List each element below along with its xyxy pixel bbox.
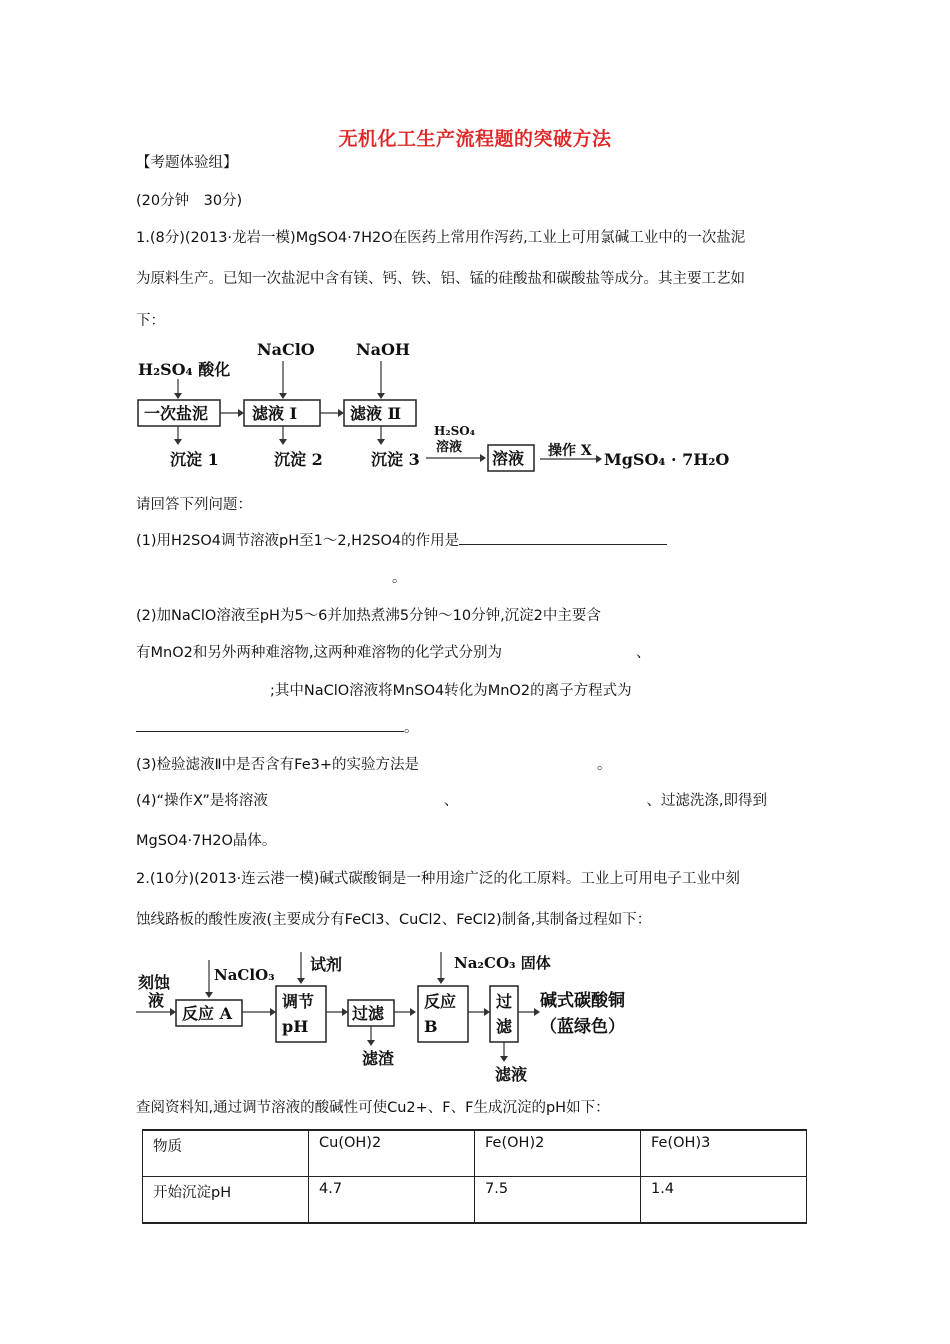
period: 。: [404, 720, 419, 736]
box-reaction-b-label-2: B: [424, 1017, 438, 1036]
arrow-head: [367, 1040, 375, 1046]
product-mgso4: MgSO₄ · 7H₂O: [604, 450, 730, 469]
arrow-head: [279, 393, 287, 399]
arrow-head: [205, 992, 213, 998]
reagent-label: 试剂: [310, 955, 343, 974]
box-reaction-a-label: 反应 A: [182, 1004, 232, 1023]
flow-diagram-1: [130, 335, 750, 485]
residue-label: 滤渣: [362, 1049, 395, 1068]
q1-part-2b: [136, 641, 650, 662]
q1-part-4b: MgSO4·7H2O晶体。: [136, 833, 277, 849]
q2-line-2: 蚀线路板的酸性废液(主要成分有FeCl3、CuCl2、FeCl2)制备,其制备过程如下：: [136, 912, 652, 928]
q1-part-3-text: (3)检验滤液Ⅱ中是否含有Fe3+的实验方法是: [136, 757, 420, 773]
product-label-1: 碱式碳酸铜: [540, 991, 625, 1011]
q1-part-1-text: (1)用H2SO4调节溶液pH至1～2,H2SO4的作用是: [136, 533, 460, 549]
answer-blank[interactable]: [459, 530, 667, 545]
arrow-head: [410, 1008, 416, 1016]
arrow-head: [500, 1056, 508, 1062]
naclo3-label: NaClO₃: [214, 966, 275, 984]
arrow-head: [437, 978, 445, 984]
arrow-head: [279, 439, 287, 445]
time-score: (20分钟 30分): [136, 193, 243, 209]
solution-label: 溶液: [436, 440, 463, 455]
arrow-head: [297, 978, 305, 984]
table-cell: 7.5: [475, 1177, 641, 1224]
arrow-head: [170, 1008, 176, 1016]
filtrate-label: 滤液: [495, 1065, 528, 1084]
q1-part-2d: [136, 716, 419, 737]
arrow-head: [480, 454, 486, 462]
table-cell: 4.7: [309, 1177, 475, 1224]
h2so4-acidify-label: H₂SO₄ 酸化: [138, 360, 231, 379]
table-cell: Fe(OH)2: [475, 1130, 641, 1177]
q1-part-2a: (2)加NaClO溶液至pH为5～6并加热煮沸5分钟～10分钟,沉淀2中主要含: [136, 608, 601, 624]
precipitate-1: 沉淀 1: [170, 450, 219, 469]
q1-line-3: 下：: [136, 313, 165, 329]
etch-label: 刻蚀: [138, 973, 171, 992]
table-row: [143, 1177, 807, 1224]
naclo-label: NaClO: [257, 340, 315, 359]
separator: 、: [635, 645, 651, 661]
box-reaction-b-label-1: 反应: [424, 992, 457, 1011]
flow-diagram-2: [130, 948, 690, 1088]
operation-x-label: 操作 X: [548, 443, 592, 459]
q1-part-1: [136, 529, 667, 550]
q1-line-2: 为原料生产。已知一次盐泥中含有镁、钙、铁、铝、锰的硅酸盐和碳酸盐等成分。其主要工艺如: [136, 271, 745, 287]
precipitate-3: 沉淀 3: [371, 450, 420, 469]
table-cell: 1.4: [641, 1177, 807, 1224]
arrow-head: [174, 393, 182, 399]
h2so4-mid-label: H₂SO₄: [434, 424, 475, 438]
q1-part-1-end: 。: [392, 570, 407, 586]
box-filtrate-1-label: 滤液 Ⅰ: [252, 404, 298, 423]
q1-part-2b-text: 有MnO2和另外两种难溶物,这两种难溶物的化学式分别为: [136, 645, 502, 661]
table-cell: Fe(OH)3: [641, 1130, 807, 1177]
box-adjust-ph-label-2: pH: [282, 1017, 309, 1036]
arrow-head: [377, 393, 385, 399]
table-cell: Cu(OH)2: [309, 1130, 475, 1177]
naoh-label: NaOH: [356, 340, 411, 359]
section-heading: 【考题体验组】: [136, 155, 238, 171]
precipitate-2: 沉淀 2: [274, 450, 323, 469]
box-solution-label: 溶液: [492, 449, 525, 468]
separator: 、: [443, 793, 459, 809]
arrow-head: [377, 439, 385, 445]
q1-part-2c: ;其中NaClO溶液将MnSO4转化为MnO2的离子方程式为: [270, 683, 632, 699]
page-title: 无机化工生产流程题的突破方法: [338, 128, 612, 150]
q1-part-3: [136, 753, 612, 774]
box-salt-mud-label: 一次盐泥: [144, 404, 209, 423]
box-adjust-ph-label-1: 调节: [282, 992, 315, 1011]
answer-blank[interactable]: [136, 717, 404, 732]
q2-reference: 查阅资料知,通过调节溶液的酸碱性可使Cu2+、F、F生成沉淀的pH如下：: [136, 1100, 610, 1116]
q2-line-1: 2.(10分)(2013·连云港一模)碱式碳酸铜是一种用途广泛的化工原料。工业上可用电子工业中刻: [136, 871, 740, 887]
table-cell: 物质: [143, 1130, 309, 1177]
q1-part-4a: [136, 789, 767, 810]
arrow-head: [484, 1008, 490, 1016]
period: 。: [597, 757, 612, 773]
table-header-row: [143, 1130, 807, 1177]
q1-ask: 请回答下列问题：: [136, 497, 252, 513]
precipitation-ph-table: [142, 1129, 807, 1224]
box-filtrate-2-label: 滤液 Ⅱ: [350, 404, 402, 423]
arrow-head: [238, 409, 244, 417]
box-filter-1-label: 过滤: [352, 1004, 385, 1023]
arrow-head: [270, 1008, 276, 1016]
q1-line-1: 1.(8分)(2013·龙岩一模)MgSO4·7H2O在医药上常用作泻药,工业上可用氯碱工业中的一次盐泥: [136, 230, 746, 246]
table-cell: 开始沉淀pH: [143, 1177, 309, 1224]
arrow-head: [342, 1008, 348, 1016]
q1-part-4a-end: 、过滤洗涤,即得到: [646, 793, 768, 809]
box-filter-2-label-2: 滤: [496, 1017, 513, 1036]
q1-part-4a-text: (4)“操作X”是将溶液: [136, 793, 268, 809]
box-filter-2-label-1: 过: [496, 992, 513, 1011]
arrow-head: [596, 455, 602, 463]
product-label-2: （蓝绿色）: [540, 1017, 625, 1037]
etch-label-2: 液: [148, 991, 165, 1010]
arrow-head: [338, 409, 344, 417]
na2co3-label: Na₂CO₃ 固体: [454, 954, 551, 972]
arrow-head: [174, 439, 182, 445]
